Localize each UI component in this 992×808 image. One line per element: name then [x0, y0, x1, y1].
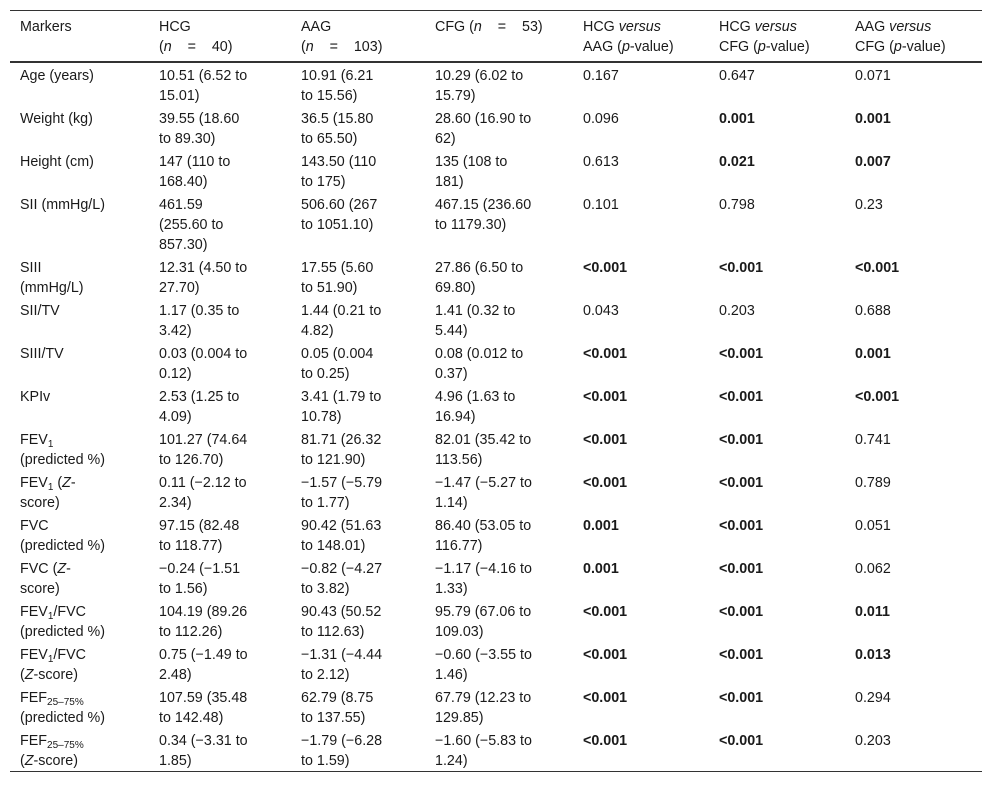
p-aag-cfg-cell: 0.001 [855, 346, 891, 362]
aag-cell: 1.44 (0.21 to 4.82) [301, 303, 382, 339]
hcg-cell: −0.24 (−1.51 to 1.56) [159, 561, 241, 597]
hcg-cell: 101.27 (74.64 to 126.70) [159, 432, 248, 468]
p-hcg-aag-cell: 0.001 [583, 518, 619, 534]
hcg-cell: 1.17 (0.35 to 3.42) [159, 303, 240, 339]
p-hcg-cfg-cell: <0.001 [719, 561, 764, 577]
p-hcg-cfg-cell: <0.001 [719, 647, 764, 663]
p-hcg-cfg-cell: <0.001 [719, 518, 764, 534]
cfg-cell: 28.60 (16.90 to 62) [435, 111, 532, 147]
p-hcg-cfg-cell: <0.001 [719, 690, 764, 706]
p-aag-cfg-cell: 0.001 [855, 111, 891, 127]
p-hcg-aag-cell: <0.001 [583, 389, 628, 405]
aag-cell: 17.55 (5.60 to 51.90) [301, 260, 374, 296]
aag-cell: 10.91 (6.21 to 15.56) [301, 68, 374, 104]
cfg-cell: 0.08 (0.012 to 0.37) [435, 346, 524, 382]
aag-cell: −1.79 (−6.28 to 1.59) [301, 733, 383, 769]
p-aag-cfg-cell: <0.001 [855, 389, 900, 405]
cfg-cell: 82.01 (35.42 to 113.56) [435, 432, 532, 468]
cfg-cell: −1.17 (−4.16 to 1.33) [435, 561, 532, 597]
table-row [10, 642, 982, 685]
marker-cell: $FEF_{25-75\%}$ (Z-score) [20, 733, 84, 769]
p-hcg-aag-cell: 0.043 [583, 303, 619, 319]
p-hcg-cfg-cell: <0.001 [719, 475, 764, 491]
p-hcg-aag-cell: 0.167 [583, 68, 619, 84]
aag-cell: 90.42 (51.63 to 148.01) [301, 518, 382, 554]
marker-cell: Height (cm) [20, 154, 94, 170]
table-row [10, 106, 982, 149]
p-aag-cfg-cell: 0.203 [855, 733, 891, 749]
hcg-cell: 0.11 (−2.12 to 2.34) [159, 475, 247, 511]
marker-cell: KPIv [20, 389, 51, 405]
marker-cell: SIII/TV [20, 346, 64, 362]
p-aag-cfg-cell: 0.051 [855, 518, 891, 534]
p-hcg-aag-cell: <0.001 [583, 647, 628, 663]
aag-cell: 143.50 (110 to 175) [301, 154, 377, 190]
p-hcg-aag-cell: <0.001 [583, 432, 628, 448]
header-markers: Markers [20, 19, 72, 35]
p-hcg-aag-cell: <0.001 [583, 604, 628, 620]
table-row [10, 384, 982, 427]
cfg-cell: 4.96 (1.63 to 16.94) [435, 389, 516, 425]
hcg-cell: 0.75 (−1.49 to 2.48) [159, 647, 248, 683]
header-hcg: HCG (n = 40) [159, 19, 233, 55]
marker-cell: FVC (predicted %) [20, 518, 106, 554]
table-row [10, 556, 982, 599]
p-aag-cfg-cell: 0.007 [855, 154, 891, 170]
cfg-cell: 95.79 (67.06 to 109.03) [435, 604, 532, 640]
p-hcg-cfg-cell: 0.021 [719, 154, 755, 170]
table-row [10, 427, 982, 470]
p-hcg-cfg-cell: <0.001 [719, 432, 764, 448]
p-hcg-aag-cell: <0.001 [583, 260, 628, 276]
hcg-cell: 107.59 (35.48 to 142.48) [159, 690, 248, 726]
table-row [10, 470, 982, 513]
marker-cell: $FEV_1$/FVC (predicted %) [20, 604, 106, 640]
table-row [10, 192, 982, 255]
cfg-cell: 467.15 (236.60 to 1179.30) [435, 197, 532, 233]
p-hcg-cfg-cell: <0.001 [719, 346, 764, 362]
hcg-cell: 461.59 (255.60 to 857.30) [159, 197, 224, 253]
p-hcg-aag-cell: 0.101 [583, 197, 619, 213]
cfg-cell: 135 (108 to 181) [435, 154, 508, 190]
p-hcg-cfg-cell: <0.001 [719, 260, 764, 276]
p-aag-cfg-cell: 0.23 [855, 197, 883, 213]
marker-cell: FVC (Z- score) [20, 561, 71, 597]
hcg-cell: 10.51 (6.52 to 15.01) [159, 68, 248, 104]
hcg-cell: 147 (110 to 168.40) [159, 154, 231, 190]
hcg-cell: 0.03 (0.004 to 0.12) [159, 346, 248, 382]
hcg-cell: 12.31 (4.50 to 27.70) [159, 260, 248, 296]
table-row [10, 685, 982, 728]
aag-cell: −0.82 (−4.27 to 3.82) [301, 561, 383, 597]
cfg-cell: −1.47 (−5.27 to 1.14) [435, 475, 532, 511]
marker-cell: $FEF_{25-75\%}$ (predicted %) [20, 690, 106, 726]
header-cfg: CFG (n = 53) [435, 19, 543, 35]
header-hcg-vs-aag: HCG versus AAG (p-value) [583, 19, 674, 55]
p-hcg-aag-cell: <0.001 [583, 733, 628, 749]
table-row [10, 513, 982, 556]
marker-cell: $FEV_1$ (predicted %) [20, 432, 106, 468]
cfg-cell: −1.60 (−5.83 to 1.24) [435, 733, 532, 769]
hcg-cell: 0.34 (−3.31 to 1.85) [159, 733, 248, 769]
cfg-cell: 27.86 (6.50 to 69.80) [435, 260, 524, 296]
p-aag-cfg-cell: 0.294 [855, 690, 891, 706]
cfg-cell: 1.41 (0.32 to 5.44) [435, 303, 516, 339]
table-row [10, 149, 982, 192]
header-aag-vs-cfg: AAG versus CFG (p-value) [855, 19, 946, 55]
header-hcg-vs-cfg: HCG versus CFG (p-value) [719, 19, 810, 55]
p-hcg-aag-cell: 0.096 [583, 111, 619, 127]
p-hcg-cfg-cell: <0.001 [719, 733, 764, 749]
cfg-cell: 86.40 (53.05 to 116.77) [435, 518, 532, 554]
cfg-cell: 10.29 (6.02 to 15.79) [435, 68, 524, 104]
aag-cell: −1.31 (−4.44 to 2.12) [301, 647, 383, 683]
hcg-cell: 39.55 (18.60 to 89.30) [159, 111, 240, 147]
marker-cell: SII/TV [20, 303, 60, 319]
aag-cell: 0.05 (0.004 to 0.25) [301, 346, 374, 382]
cfg-cell: −0.60 (−3.55 to 1.46) [435, 647, 532, 683]
hcg-cell: 97.15 (82.48 to 118.77) [159, 518, 240, 554]
p-hcg-aag-cell: 0.613 [583, 154, 619, 170]
cfg-cell: 67.79 (12.23 to 129.85) [435, 690, 532, 726]
aag-cell: 36.5 (15.80 to 65.50) [301, 111, 374, 147]
aag-cell: 81.71 (26.32 to 121.90) [301, 432, 382, 468]
p-aag-cfg-cell: 0.741 [855, 432, 891, 448]
table-row [10, 599, 982, 642]
aag-cell: 506.60 (267 to 1051.10) [301, 197, 378, 233]
p-aag-cfg-cell: 0.062 [855, 561, 891, 577]
p-hcg-cfg-cell: 0.647 [719, 68, 755, 84]
marker-cell: $FEV_1$ (Z- score) [20, 475, 76, 511]
p-hcg-cfg-cell: <0.001 [719, 389, 764, 405]
table-row [10, 341, 982, 384]
table-row [10, 728, 982, 772]
p-hcg-aag-cell: <0.001 [583, 690, 628, 706]
table-row [10, 62, 982, 106]
p-hcg-aag-cell: <0.001 [583, 346, 628, 362]
aag-cell: 62.79 (8.75 to 137.55) [301, 690, 374, 726]
p-aag-cfg-cell: 0.789 [855, 475, 891, 491]
aag-cell: 90.43 (50.52 to 112.63) [301, 604, 382, 640]
hcg-cell: 2.53 (1.25 to 4.09) [159, 389, 240, 425]
p-hcg-aag-cell: <0.001 [583, 475, 628, 491]
marker-cell: SIII (mmHg/L) [20, 260, 84, 296]
p-hcg-cfg-cell: 0.001 [719, 111, 755, 127]
p-aag-cfg-cell: 0.011 [855, 604, 890, 620]
markers-comparison-table [10, 10, 982, 772]
p-hcg-cfg-cell: 0.798 [719, 197, 755, 213]
p-aag-cfg-cell: 0.013 [855, 647, 891, 663]
marker-cell: $FEV_1$/FVC (Z-score) [20, 647, 86, 683]
p-aag-cfg-cell: <0.001 [855, 260, 900, 276]
header-row [10, 11, 982, 63]
p-hcg-cfg-cell: <0.001 [719, 604, 764, 620]
marker-cell: Weight (kg) [20, 111, 93, 127]
p-aag-cfg-cell: 0.688 [855, 303, 891, 319]
header-aag: AAG (n = 103) [301, 19, 383, 55]
marker-cell: Age (years) [20, 68, 94, 84]
aag-cell: 3.41 (1.79 to 10.78) [301, 389, 382, 425]
p-hcg-aag-cell: 0.001 [583, 561, 619, 577]
hcg-cell: 104.19 (89.26 to 112.26) [159, 604, 248, 640]
table-row [10, 255, 982, 298]
p-hcg-cfg-cell: 0.203 [719, 303, 755, 319]
aag-cell: −1.57 (−5.79 to 1.77) [301, 475, 383, 511]
marker-cell: SII (mmHg/L) [20, 197, 105, 213]
table-row [10, 298, 982, 341]
p-aag-cfg-cell: 0.071 [855, 68, 891, 84]
